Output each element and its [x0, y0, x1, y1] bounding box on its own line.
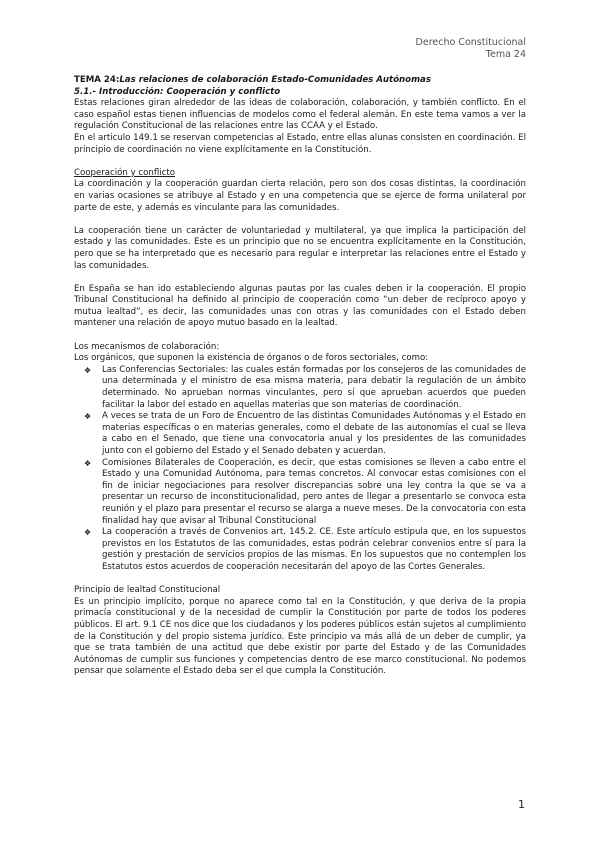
list-item [84, 457, 526, 528]
mechanisms-list [74, 365, 526, 574]
section-subtitle: 5.1.- Introducción: Cooperación y conflicto [74, 86, 281, 97]
diamond-bullet-icon: ❖ [84, 365, 92, 375]
mechanisms-intro: Los orgánicos, que suponen la existencia de órganos o de foros sectoriales, como: [74, 353, 429, 364]
section-heading-lealtad: Principio de lealtad Constitucional [74, 585, 221, 596]
paragraph: La cooperación tiene un carácter de voluntariedad y multilateral, ya que implica la participación del estado y las comunidades. Este es un principio que no se encuentra explícitamente en la Constitución, pero que se ha interpretado que es necesario para regular e interpretar las relaciones entre el Estado y las comunidades. [74, 225, 526, 271]
list-item-text: A veces se trata de un Foro de Encuentro de las distintas Comunidades Autónomas y el Estado en materias específicas o en materias generales, como el debate de las autonomías el cual se lleva a cabo en el Senado, que tiene una convocatoria anual y los presidentes de las comunidades junto con el gobierno del Estado y el Senado debaten y acuerdan. [102, 411, 526, 456]
list-item-text: Las Conferencias Sectoriales: las cuales están formadas por los consejeros de las comunidades de una determinada y el ministro de esa misma materia, para debatir la regulación de un ámbito determinado. No aprueban normas vinculantes, pero sí que aprueban acuerdos que pueden facilitar la labor del estado en aquellas materias que son materias de coordinación. [102, 364, 526, 410]
title-text: Las relaciones de colaboración Estado-Comunidades Autónomas [119, 75, 431, 85]
list-item-text: La cooperación a través de Convenios art. 145.2. CE. Este artículo estipula que, en los supuestos previstos en los Estatutos de las comunidades, estas podrán celebrar convenios entre sí para la gestión y prestación de servicios propios de las mismas. En los supuestos que no contemplen los Estatutos estos acuerdos de cooperación necesitarán del apoyo de las Cortes Generales. [102, 527, 526, 572]
list-item [84, 527, 526, 573]
intro-paragraph: En el articulo 149.1 se reservan competencias al Estado, entre ellas alunas consisten en coordinación. El principio de coordinación no viene explícitamente en la Constitución. [74, 132, 526, 155]
page-header [416, 37, 526, 61]
diamond-bullet-icon: ❖ [84, 528, 92, 538]
list-item [84, 411, 526, 457]
list-item-text: Comisiones Bilaterales de Cooperación, es decir, que estas comisiones se lleven a cabo entre el Estado y una Comunidad Autónoma, para temas concretos. Al convocar estas comisiones con el fin de iniciar negociaciones para resolver discrepancias sobre una ley contra la que se va a presentar un recurso de inconstitucionalidad, pero antes de llegar a presentarlo se convoca esta reunión y el plazo para presentar el recurso se alarga a nueve meses. De la convocatoria con esta finalidad hay que avisar al Tribunal Constitucional [102, 457, 526, 526]
document-body [74, 75, 526, 678]
header-topic: Tema 24 [485, 49, 526, 60]
paragraph: La coordinación y la cooperación guardan cierta relación, pero son dos cosas distintas, la coordinación en varias ocasiones se atribuye al Estado y en una competencia que se ejerce de forma unilateral por parte de este, y además es vinculante para las comunidades. [74, 179, 526, 213]
mechanisms-heading: Los mecanismos de colaboración: [74, 341, 220, 352]
list-item [84, 364, 526, 411]
document-title [74, 75, 526, 87]
title-prefix: TEMA 24: [74, 75, 120, 85]
page-number: 1 [518, 798, 525, 811]
paragraph: Es un principio implícito, porque no aparece como tal en la Constitución, y que deriva de la propia primacía constitucional y de la necesidad de cumplir la Constitución por parte de todos los poderes públicos. El art. 9.1 CE nos dice que los ciudadanos y los poderes públicos están sujetos al cumplimiento de la Constitución y del propio sistema jurídico. Este principio va más allá de un deber de cumplir, ya que se trata también de una actitud que debe existir por parte del Estado y de las Comunidades Autónomas de cumplir sus funciones y competencias dentro de ese marco constitucional. No podemos pensar que solamente el Estado deba ser el que cumpla la Constitución. [74, 596, 526, 677]
diamond-bullet-icon: ❖ [84, 412, 92, 422]
header-subject: Derecho Constitucional [415, 37, 526, 48]
diamond-bullet-icon: ❖ [84, 458, 92, 468]
paragraph: En España se han ido estableciendo algunas pautas por las cuales deben ir la cooperación. El propio Tribunal Constitucional ha definido al principio de cooperación como “un deber de recíproco apoyo y mutua lealtad”, es decir, las comunidades unas con otras y las comunidades con el Estado deben mantener una relación de apoyo mutuo basado en la lealtad. [74, 283, 526, 329]
section-heading-cooperacion: Cooperación y conflicto [74, 167, 176, 178]
intro-paragraph: Estas relaciones giran alrededor de las ideas de colaboración, colaboración, y también conflicto. En el caso español estas tienen influencias de modelos como el federal alemán. En este tema vamos a ver la regulación Constitucional de las relaciones entre las CCAA y el Estado. [74, 98, 526, 132]
